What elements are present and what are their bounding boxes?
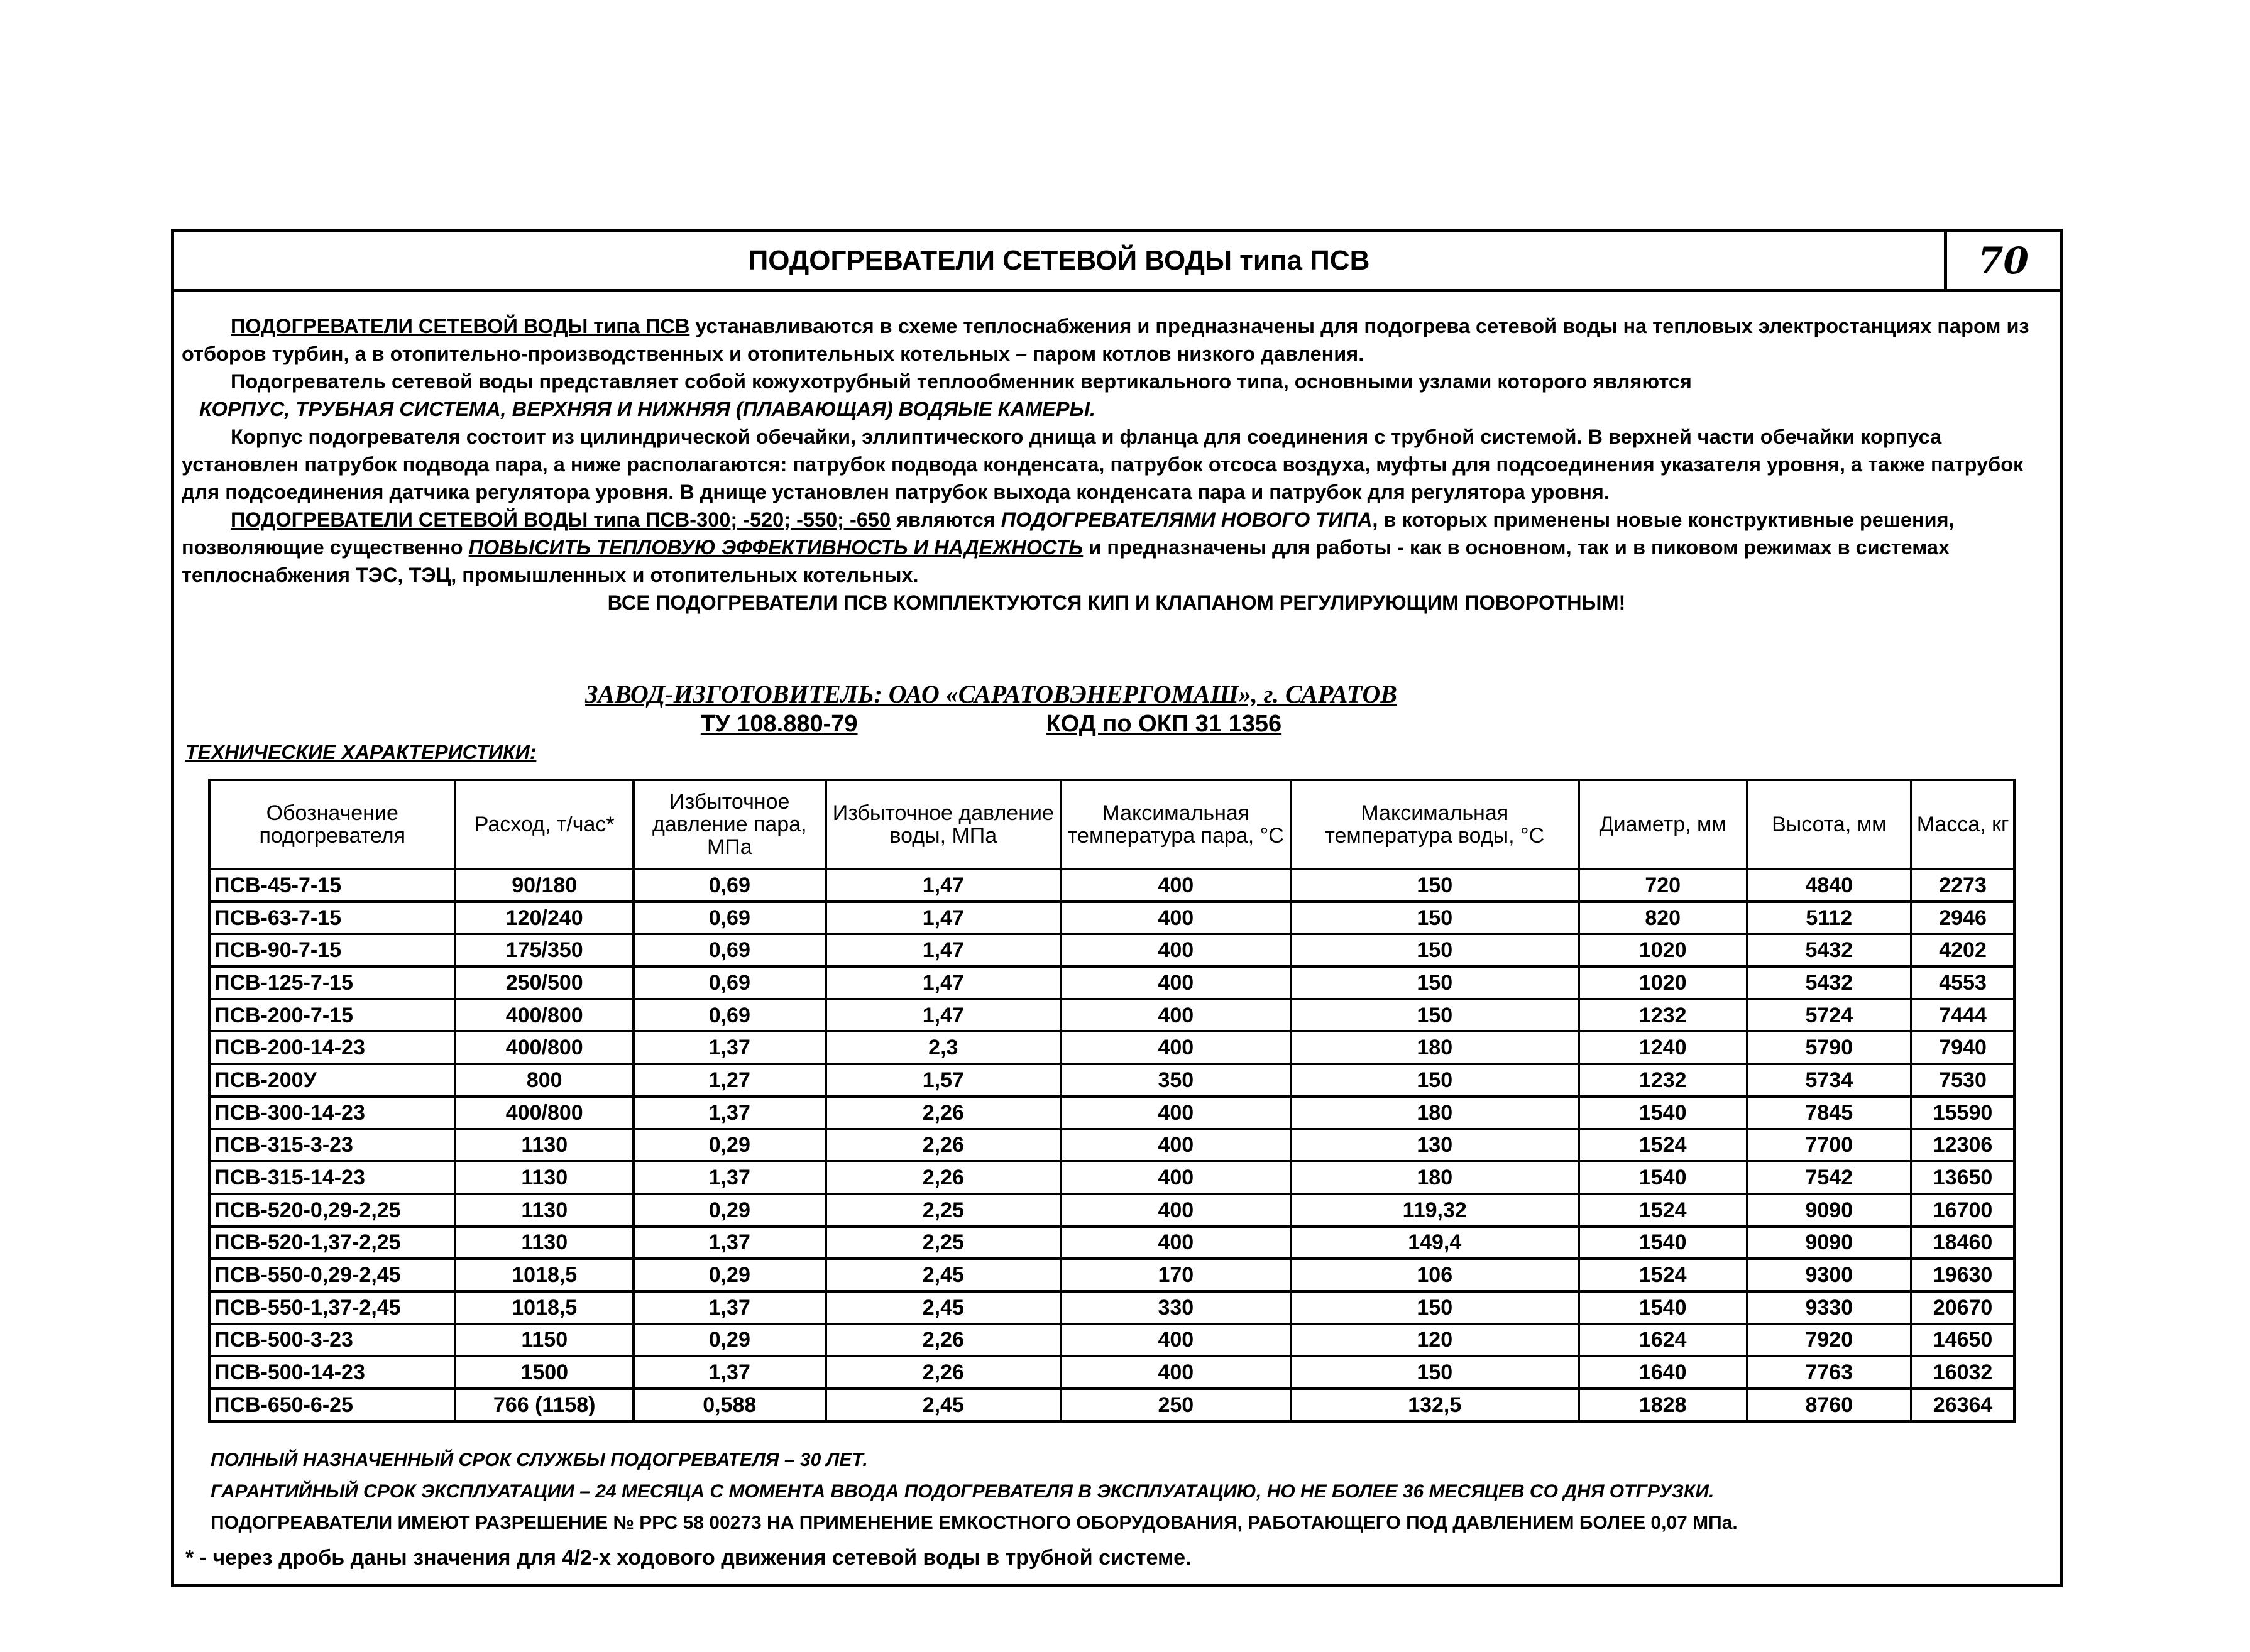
heater-designation-cell: ПСВ-315-3-23 [209, 1129, 455, 1162]
table-cell: 1540 [1579, 1097, 1747, 1129]
table-cell: 1540 [1579, 1161, 1747, 1194]
table-cell: 7530 [1911, 1064, 2014, 1097]
table-cell: 400 [1061, 1227, 1291, 1259]
table-cell: 400 [1061, 999, 1291, 1032]
table-cell: 820 [1579, 902, 1747, 934]
table-cell: 400 [1061, 869, 1291, 902]
table-cell: 1,37 [634, 1097, 826, 1129]
okp-code: КОД по ОКП 31 1356 [1046, 711, 1282, 737]
intro-p4-mid1: являются [891, 508, 1001, 531]
table-cell: 7763 [1747, 1356, 1912, 1389]
table-cell: 20670 [1911, 1291, 2014, 1324]
table-cell: 1130 [455, 1194, 633, 1227]
table-cell: 7845 [1747, 1097, 1912, 1129]
table-cell: 5432 [1747, 934, 1912, 966]
table-cell: 150 [1291, 902, 1579, 934]
manufacturer: ЗАВОД-ИЗГОТОВИТЕЛЬ: ОАО «САРАТОВЭНЕРГОМАШ», г. САРАТОВ [585, 680, 1397, 708]
heater-designation-cell: ПСВ-200-7-15 [209, 999, 455, 1032]
col-header: Обозначение подогревателя [209, 780, 455, 869]
intro-paragraph-5: ВСЕ ПОДОГРЕВАТЕЛИ ПСВ КОМПЛЕКТУЮТСЯ КИП И КЛАПАНОМ РЕГУЛИРУЮЩИМ ПОВОРОТНЫМ! [607, 591, 1626, 614]
permit-note: ПОДОГРЕАВАТЕЛИ ИМЕЮТ РАЗРЕШЕНИЕ № РРС 58 00273 НА ПРИМЕНЕНИЕ ЕМКОСТНОГО ОБОРУДОВАНИЯ, РАБОТАЮЩЕГО ПОД ДАВЛЕНИЕМ БОЛЕЕ 0,07 МПа. [211, 1513, 1738, 1533]
table-row [209, 999, 2014, 1032]
table-cell: 2,26 [826, 1129, 1061, 1162]
table-cell: 150 [1291, 966, 1579, 999]
heater-designation-cell: ПСВ-200-14-23 [209, 1031, 455, 1064]
table-cell: 4202 [1911, 934, 2014, 966]
intro-text [182, 312, 2051, 616]
table-cell: 400/800 [455, 999, 633, 1032]
col-header: Максимальная температура воды, °С [1291, 780, 1579, 869]
table-cell: 13650 [1911, 1161, 2014, 1194]
table-cell: 2,45 [826, 1259, 1061, 1291]
table-row [209, 934, 2014, 966]
table-cell: 1,47 [826, 869, 1061, 902]
heater-designation-cell: ПСВ-550-0,29-2,45 [209, 1259, 455, 1291]
intro-paragraph-3: Корпус подогревателя состоит из цилиндрической обечайки, эллиптического днища и фланца для соединения с трубной системой. В верхней части обечайки корпуса установлен патрубок подвода пара, а ниже располагаются: патрубок подвода конденсата, патрубок отсоса воздуха, муфты для подсоединения указателя уровня, а также патрубок для подсоединения датчика регулятора уровня. В днище установлен патрубок выхода конденсата пара и патрубок для регулятора уровня. [182, 425, 2024, 503]
footer-notes [211, 1445, 1738, 1539]
heater-designation-cell: ПСВ-650-6-25 [209, 1389, 455, 1421]
table-cell: 132,5 [1291, 1389, 1579, 1421]
table-cell: 400 [1061, 1161, 1291, 1194]
table-cell: 1524 [1579, 1129, 1747, 1162]
table-cell: 250 [1061, 1389, 1291, 1421]
heater-designation-cell: ПСВ-63-7-15 [209, 902, 455, 934]
table-cell: 150 [1291, 1291, 1579, 1324]
table-cell: 2,26 [826, 1356, 1061, 1389]
intro-p1-lead: ПОДОГРЕВАТЕЛИ СЕТЕВОЙ ВОДЫ типа ПСВ [231, 315, 690, 337]
intro-p4-mid2: , в которых применены новые конструктивные решения, позволяющие существенно [182, 508, 1955, 559]
table-cell: 5724 [1747, 999, 1912, 1032]
table-cell: 1018,5 [455, 1259, 633, 1291]
table-cell: 7940 [1911, 1031, 2014, 1064]
heater-designation-cell: ПСВ-315-14-23 [209, 1161, 455, 1194]
table-cell: 1,47 [826, 999, 1061, 1032]
table-cell: 180 [1291, 1031, 1579, 1064]
table-cell: 400/800 [455, 1097, 633, 1129]
heater-designation-cell: ПСВ-520-1,37-2,25 [209, 1227, 455, 1259]
col-header: Избыточное давление пара, МПа [634, 780, 826, 869]
table-cell: 2946 [1911, 902, 2014, 934]
tech-heading: ТЕХНИЧЕСКИЕ ХАРАКТЕРИСТИКИ: [185, 741, 537, 763]
table-cell: 400 [1061, 902, 1291, 934]
tu-code: ТУ 108.880-79 [700, 711, 858, 737]
table-cell: 250/500 [455, 966, 633, 999]
table-cell: 5790 [1747, 1031, 1912, 1064]
table-cell: 5734 [1747, 1064, 1912, 1097]
table-cell: 4840 [1747, 869, 1912, 902]
table-cell: 175/350 [455, 934, 633, 966]
table-cell: 1540 [1579, 1291, 1747, 1324]
table-cell: 9090 [1747, 1227, 1912, 1259]
table-cell: 2273 [1911, 869, 2014, 902]
table-row [209, 1097, 2014, 1129]
intro-p4-emph2: ПОВЫСИТЬ ТЕПЛОВУЮ ЭФФЕКТИВНОСТЬ И НАДЕЖНОСТЬ [468, 536, 1084, 559]
table-cell: 1150 [455, 1324, 633, 1357]
table-cell: 2,25 [826, 1227, 1061, 1259]
table-cell: 1018,5 [455, 1291, 633, 1324]
table-cell: 1,57 [826, 1064, 1061, 1097]
table-row [209, 1129, 2014, 1162]
table-cell: 1524 [1579, 1194, 1747, 1227]
table-cell: 0,69 [634, 902, 826, 934]
table-cell: 106 [1291, 1259, 1579, 1291]
table-cell: 1020 [1579, 966, 1747, 999]
table-cell: 8760 [1747, 1389, 1912, 1421]
warranty-note: ГАРАНТИЙНЫЙ СРОК ЭКСПЛУАТАЦИИ – 24 МЕСЯЦА С МОМЕНТА ВВОДА ПОДОГРЕВАТЕЛЯ В ЭКСПЛУАТАЦИЮ, НО НЕ БОЛЕЕ 36 МЕСЯЦЕВ СО ДНЯ ОТГРУЗКИ. [211, 1481, 1715, 1502]
table-cell: 1,37 [634, 1161, 826, 1194]
heater-designation-cell: ПСВ-500-14-23 [209, 1356, 455, 1389]
table-row [209, 1227, 2014, 1259]
table-cell: 350 [1061, 1064, 1291, 1097]
table-cell: 14650 [1911, 1324, 2014, 1357]
heater-designation-cell: ПСВ-200У [209, 1064, 455, 1097]
table-row [209, 869, 2014, 902]
codes-line [174, 711, 1808, 738]
table-cell: 400 [1061, 1097, 1291, 1129]
table-row [209, 1324, 2014, 1357]
table-cell: 1540 [1579, 1227, 1747, 1259]
table-cell: 15590 [1911, 1097, 2014, 1129]
table-cell: 1020 [1579, 934, 1747, 966]
table-cell: 7920 [1747, 1324, 1912, 1357]
table-cell: 2,26 [826, 1161, 1061, 1194]
table-cell: 150 [1291, 934, 1579, 966]
table-row [209, 1259, 2014, 1291]
table-cell: 1,37 [634, 1356, 826, 1389]
intro-p4-lead: ПОДОГРЕВАТЕЛИ СЕТЕВОЙ ВОДЫ типа ПСВ-300; -520; -550; -650 [231, 508, 891, 531]
heater-designation-cell: ПСВ-500-3-23 [209, 1324, 455, 1357]
col-header: Высота, мм [1747, 780, 1912, 869]
col-header: Избыточное давление воды, МПа [826, 780, 1061, 869]
table-cell: 1500 [455, 1356, 633, 1389]
table-cell: 16700 [1911, 1194, 2014, 1227]
heater-designation-cell: ПСВ-550-1,37-2,45 [209, 1291, 455, 1324]
table-cell: 400 [1061, 1324, 1291, 1357]
intro-paragraph-2 [182, 368, 2051, 423]
table-cell: 0,29 [634, 1194, 826, 1227]
table-cell: 0,588 [634, 1389, 826, 1421]
table-cell: 0,69 [634, 999, 826, 1032]
heater-designation-cell: ПСВ-45-7-15 [209, 869, 455, 902]
intro-paragraph-4 [182, 506, 2051, 589]
page-number: 70 [1944, 232, 2060, 289]
service-life-note: ПОЛНЫЙ НАЗНАЧЕННЫЙ СРОК СЛУЖБЫ ПОДОГРЕВАТЕЛЯ – 30 ЛЕТ. [211, 1450, 868, 1470]
table-cell: 120/240 [455, 902, 633, 934]
table-row [209, 1031, 2014, 1064]
table-cell: 149,4 [1291, 1227, 1579, 1259]
col-header: Максимальная температура пара, °С [1061, 780, 1291, 869]
intro-p4-emph1: ПОДОГРЕВАТЕЛЯМИ НОВОГО ТИПА [1001, 508, 1373, 531]
table-cell: 16032 [1911, 1356, 2014, 1389]
table-cell: 7444 [1911, 999, 2014, 1032]
table-cell: 9330 [1747, 1291, 1912, 1324]
table-cell: 130 [1291, 1129, 1579, 1162]
table-cell: 2,26 [826, 1324, 1061, 1357]
table-row [209, 1356, 2014, 1389]
table-cell: 1640 [1579, 1356, 1747, 1389]
table-cell: 180 [1291, 1161, 1579, 1194]
table-cell: 0,29 [634, 1129, 826, 1162]
table-cell: 0,69 [634, 934, 826, 966]
table-cell: 800 [455, 1064, 633, 1097]
table-header-row [209, 780, 2014, 869]
table-cell: 150 [1291, 869, 1579, 902]
table-cell: 18460 [1911, 1227, 2014, 1259]
table-cell: 19630 [1911, 1259, 2014, 1291]
table-cell: 170 [1061, 1259, 1291, 1291]
heater-designation-cell: ПСВ-90-7-15 [209, 934, 455, 966]
table-cell: 9300 [1747, 1259, 1912, 1291]
table-cell: 330 [1061, 1291, 1291, 1324]
table-cell: 720 [1579, 869, 1747, 902]
table-cell: 0,29 [634, 1259, 826, 1291]
table-cell: 766 (1158) [455, 1389, 633, 1421]
table-cell: 26364 [1911, 1389, 2014, 1421]
footnote: * - через дробь даны значения для 4/2-х ходового движения сетевой воды в трубной системе. [185, 1546, 1192, 1570]
table-cell: 1,47 [826, 934, 1061, 966]
table-cell: 1,37 [634, 1291, 826, 1324]
table-cell: 119,32 [1291, 1194, 1579, 1227]
intro-p4-rest: и предназначены для работы - как в основном, так и в пиковом режимах в системах теплоснабжения ТЭС, ТЭЦ, промышленных и отопительных котельных. [182, 536, 1950, 586]
table-cell: 0,29 [634, 1324, 826, 1357]
table-cell: 400 [1061, 934, 1291, 966]
intro-paragraph-1 [182, 312, 2051, 368]
table-cell: 12306 [1911, 1129, 2014, 1162]
table-cell: 0,69 [634, 869, 826, 902]
intro-p1-rest: устанавливаются в схеме теплоснабжения и предназначены для подогрева сетевой воды на тепловых электростанциях паром из отборов турбин, а в отопительно-производственных и отопительных котельных – паром котлов низкого давления. [182, 315, 2029, 365]
table-row [209, 966, 2014, 999]
table-cell: 4553 [1911, 966, 2014, 999]
table-cell: 1624 [1579, 1324, 1747, 1357]
table-cell: 1232 [1579, 1064, 1747, 1097]
table-cell: 150 [1291, 1356, 1579, 1389]
table-cell: 1130 [455, 1227, 633, 1259]
table-cell: 400/800 [455, 1031, 633, 1064]
table-cell: 400 [1061, 1194, 1291, 1227]
table-cell: 120 [1291, 1324, 1579, 1357]
table-cell: 1,47 [826, 966, 1061, 999]
header [174, 232, 2060, 292]
table-cell: 2,25 [826, 1194, 1061, 1227]
table-cell: 7542 [1747, 1161, 1912, 1194]
specs-table [208, 779, 2016, 1423]
table-cell: 1828 [1579, 1389, 1747, 1421]
table-cell: 1130 [455, 1129, 633, 1162]
col-header: Диаметр, мм [1579, 780, 1747, 869]
table-cell: 1,47 [826, 902, 1061, 934]
table-body [209, 869, 2014, 1421]
heater-designation-cell: ПСВ-125-7-15 [209, 966, 455, 999]
heater-designation-cell: ПСВ-300-14-23 [209, 1097, 455, 1129]
table-cell: 2,3 [826, 1031, 1061, 1064]
table-cell: 400 [1061, 1129, 1291, 1162]
table-cell: 5432 [1747, 966, 1912, 999]
table-cell: 400 [1061, 966, 1291, 999]
table-cell: 9090 [1747, 1194, 1912, 1227]
col-header: Расход, т/час* [455, 780, 633, 869]
intro-p2-emph: КОРПУС, ТРУБНАЯ СИСТЕМА, ВЕРХНЯЯ И НИЖНЯЯ (ПЛАВАЮЩАЯ) ВОДЯЫЕ КАМЕРЫ. [199, 398, 1096, 420]
table-row [209, 1161, 2014, 1194]
table-cell: 5112 [1747, 902, 1912, 934]
table-row [209, 1291, 2014, 1324]
intro-p2-text: Подогреватель сетевой воды представляет собой кожухотрубный теплообменник вертикального типа, основными узлами которого являются [231, 370, 1692, 393]
table-row [209, 902, 2014, 934]
table-cell: 1240 [1579, 1031, 1747, 1064]
table-cell: 180 [1291, 1097, 1579, 1129]
table-cell: 1524 [1579, 1259, 1747, 1291]
table-cell: 150 [1291, 999, 1579, 1032]
page-title: ПОДОГРЕВАТЕЛИ СЕТЕВОЙ ВОДЫ типа ПСВ [748, 244, 1370, 276]
table-cell: 1130 [455, 1161, 633, 1194]
table-cell: 2,26 [826, 1097, 1061, 1129]
table-row [209, 1194, 2014, 1227]
table-cell: 1232 [1579, 999, 1747, 1032]
table-cell: 90/180 [455, 869, 633, 902]
table-cell: 150 [1291, 1064, 1579, 1097]
col-header: Масса, кг [1911, 780, 2014, 869]
table-cell: 1,27 [634, 1064, 826, 1097]
table-cell: 2,45 [826, 1291, 1061, 1324]
table-row [209, 1389, 2014, 1421]
table-cell: 400 [1061, 1031, 1291, 1064]
table-row [209, 1064, 2014, 1097]
table-cell: 0,69 [634, 966, 826, 999]
table-cell: 7700 [1747, 1129, 1912, 1162]
table-cell: 1,37 [634, 1031, 826, 1064]
table-cell: 1,37 [634, 1227, 826, 1259]
document-sheet [171, 229, 2063, 1587]
heater-designation-cell: ПСВ-520-0,29-2,25 [209, 1194, 455, 1227]
table-cell: 2,45 [826, 1389, 1061, 1421]
table-cell: 400 [1061, 1356, 1291, 1389]
